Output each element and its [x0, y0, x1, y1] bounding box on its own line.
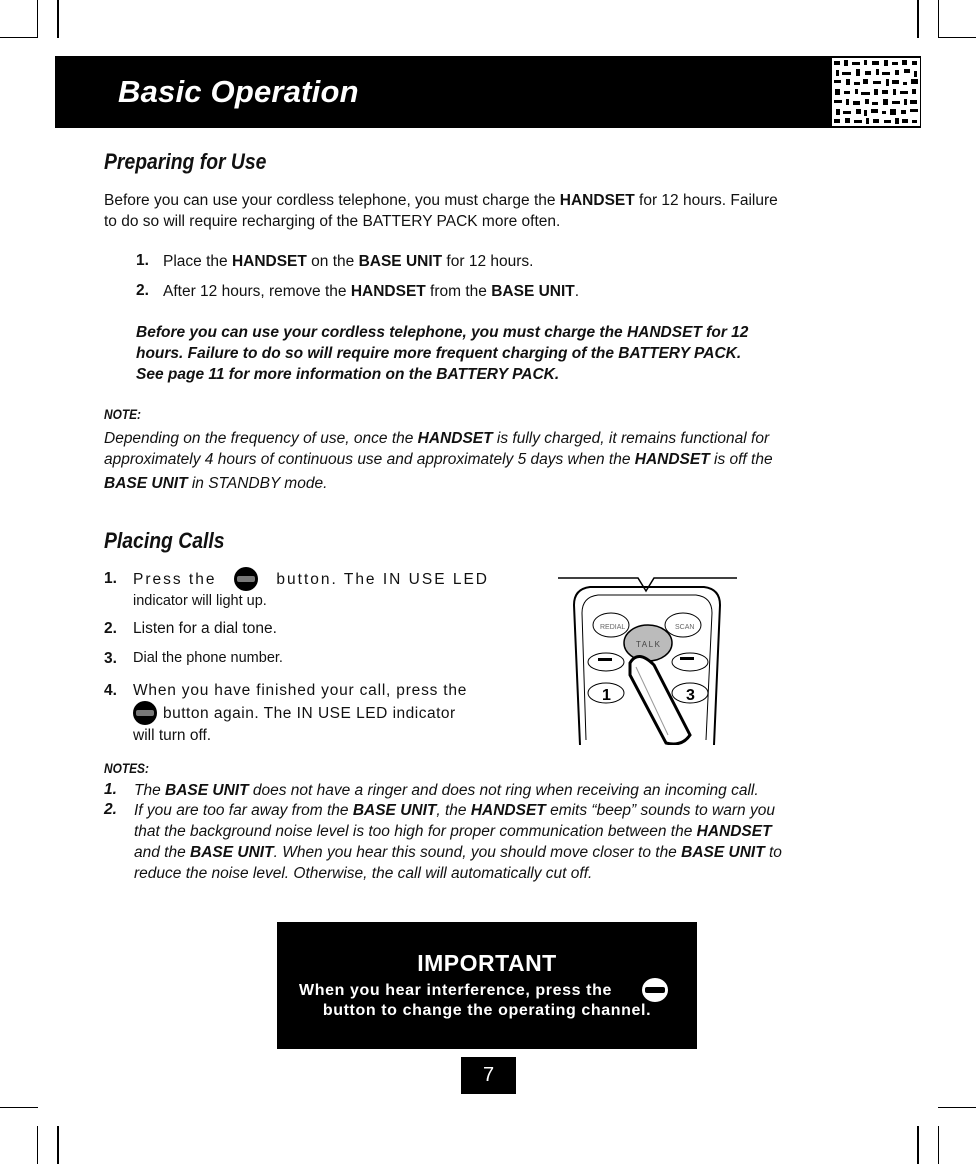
talk-button-icon: [234, 567, 258, 591]
crop-mark: [0, 37, 38, 38]
step-text: Place the HANDSET on the BASE UNIT for 12 hours.: [163, 253, 534, 270]
crop-mark: [938, 1107, 976, 1108]
note-label: NOTE:: [104, 406, 142, 422]
step-number: 3.: [104, 650, 117, 667]
notes-label: NOTES:: [104, 760, 149, 776]
channel-button-icon: [642, 978, 668, 1002]
scan-label: SCAN: [675, 624, 695, 631]
crop-mark: [0, 1107, 38, 1108]
step-text: Listen for a dial tone.: [133, 620, 277, 637]
charge-warning: Before you can use your cordless telephone, you must charge the HANDSET for 12 hours. Failure to do so will require more frequent charging of the BATTERY PACK. See page 11 for more information on the BATTERY PACK.: [136, 324, 749, 383]
step-number: 4.: [104, 682, 117, 699]
redial-label: REDIAL: [600, 624, 626, 631]
page-title: Basic Operation: [118, 74, 359, 109]
talk-key-label: TALK: [636, 640, 662, 649]
page-number: 7: [461, 1057, 516, 1094]
key-1-label: 1: [602, 687, 611, 704]
crop-mark: [917, 0, 919, 38]
important-title: IMPORTANT: [417, 950, 557, 976]
crop-mark: [917, 1126, 919, 1164]
note-number: 2.: [104, 801, 117, 818]
step-number: 1.: [104, 570, 117, 587]
step-number: 1.: [136, 252, 149, 269]
note-text: Depending on the frequency of use, once the HANDSET is fully charged, it remains functional for approximately 4 hours of continuous use and approximately 5 days when the HANDSET is off the BASE UNIT in STANDBY mode.: [104, 430, 773, 492]
crop-mark: [37, 0, 38, 38]
step-text: Press the button. The IN USE LED indicator will light up.: [133, 567, 489, 612]
talk-button-icon: [133, 701, 157, 725]
note-item: If you are too far away from the BASE UNIT, the HANDSET emits “beep” sounds to warn you that the background noise level is too high for proper communication between the HANDSET and the BASE UNIT. When you hear this sound, you should move closer to the BASE UNIT to reduce the noise level. Otherwise, the call will automatically cut off.: [134, 802, 782, 882]
handset-illustration: [556, 565, 738, 745]
note-number: 1.: [104, 781, 117, 798]
section-heading-placing: Placing Calls: [104, 528, 225, 553]
crop-mark: [938, 0, 939, 38]
crop-mark: [938, 37, 976, 38]
step-number: 2.: [136, 282, 149, 299]
key-3-label: 3: [686, 687, 695, 704]
barcode-pattern: [832, 58, 920, 126]
important-box: [277, 922, 697, 1049]
crop-mark: [938, 1126, 939, 1164]
section-heading-preparing: Preparing for Use: [104, 149, 267, 174]
note-item: The BASE UNIT does not have a ringer and does not ring when receiving an incoming call.: [134, 782, 759, 799]
crop-mark: [37, 1126, 38, 1164]
crop-mark: [57, 0, 59, 38]
intro-paragraph: Before you can use your cordless telephone, you must charge the HANDSET for 12 hours. Failure to do so will require recharging of the BATTERY PACK more often.: [104, 192, 778, 230]
important-line-2: button to change the operating channel.: [322, 1002, 652, 1019]
step-text: After 12 hours, remove the HANDSET from the BASE UNIT.: [163, 283, 580, 300]
step-text: When you have finished your call, press the button again. The IN USE LED indicator will turn off.: [133, 682, 468, 744]
step-text: Dial the phone number.: [133, 650, 283, 666]
step-number: 2.: [104, 620, 117, 637]
crop-mark: [57, 1126, 59, 1164]
important-line-1: When you hear interference, press the: [299, 982, 612, 999]
